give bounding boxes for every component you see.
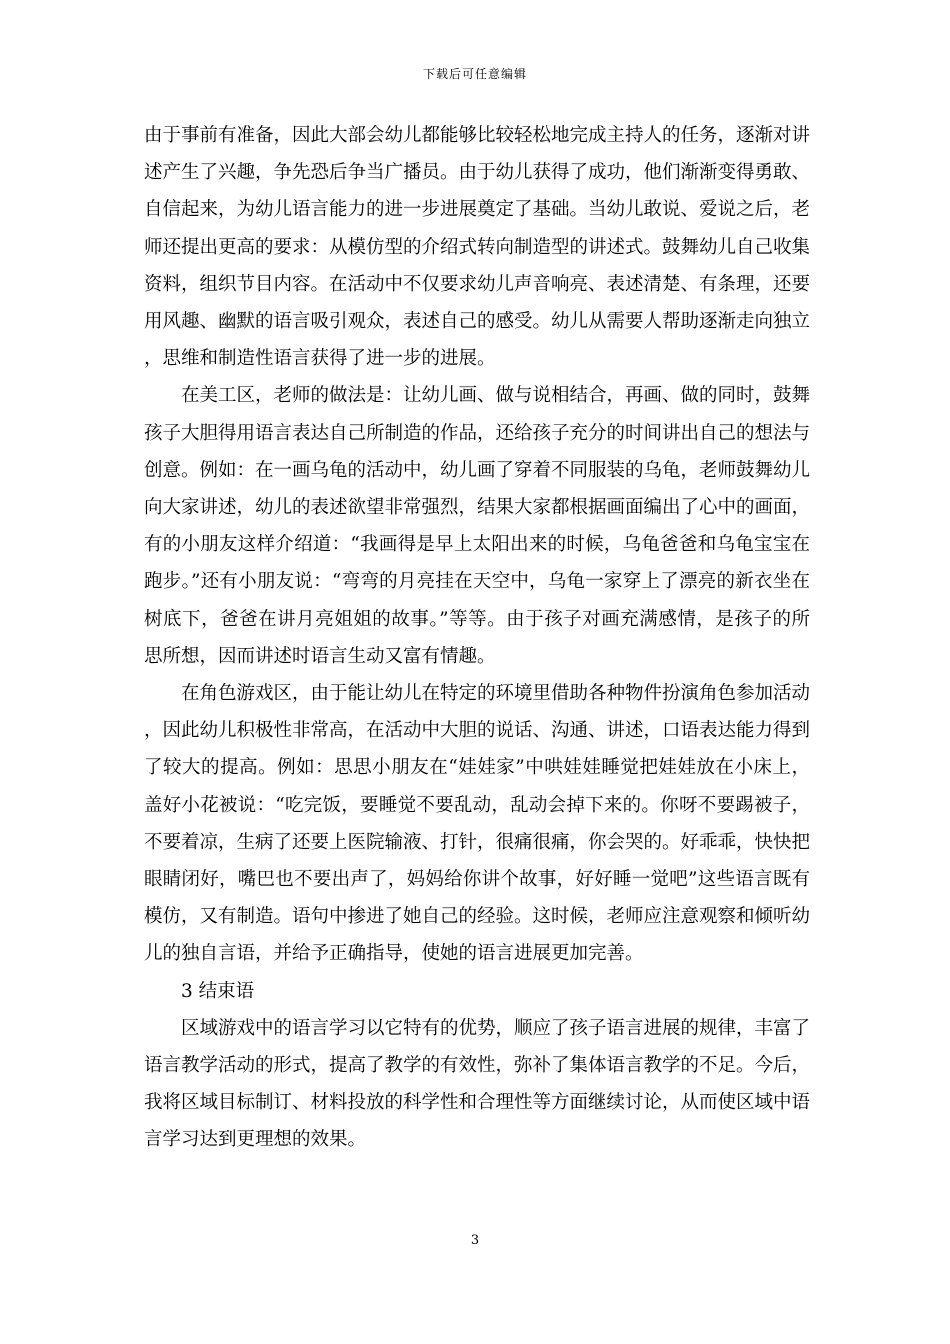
page-header: 下载后可任意编辑 — [422, 67, 527, 81]
paragraph-conclusion: 区域游戏中的语言学习以它特有的优势，顺应了孩子语言进展的规律，丰富了语言教学活动的形式，提高了教学的有效性，弥补了集体语言教学的不足。今后，我将区域目标制订、材料投放的科学性和合理性等方面继续讨论，从而使区域中语言学习达到更理想的效果。 — [144, 1017, 811, 1151]
document-body — [144, 117, 810, 1159]
paragraph-role-play-area: 在角色游戏区，由于能让幼儿在特定的环境里借助各种物件扮演角色参加活动，因此幼儿积极性非常高，在活动中大胆的说话、沟通、讲述，口语表达能力得到了较大的提高。例如：思思小朋友在“娃娃家”中哄娃娃睡觉把娃娃放在小床上，盖好小花被说：“吃完饭，要睡觉不要乱动，乱动会掉下来的。你呀不要踢被子，不要着凉，生病了还要上医院输液、打针，很痛很痛，你会哭的。好乖乖，快快把眼睛闭好，嘴巴也不要出声了，妈妈给你讲个故事，好好睡一觉吧”这些语言既有模仿，又有制造。语句中掺进了她自己的经验。这时候，老师应注意观察和倾听幼儿的独自言语，并给予正确指导，使她的语言进展更加完善。 — [144, 683, 811, 965]
page-number: 3 — [470, 1233, 480, 1248]
paragraph-art-area: 在美工区，老师的做法是：让幼儿画、做与说相结合，再画、做的同时，鼓舞孩子大胆得用语言表达自己所制造的作品，还给孩子充分的时间讲出自己的想法与创意。例如：在一画乌龟的活动中，幼儿画了穿着不同服装的乌龟，老师鼓舞幼儿向大家讲述，幼儿的表述欲望非常强烈，结果大家都根据画面编出了心中的画面，有的小朋友这样介绍道：“我画得是早上太阳出来的时候，乌龟爸爸和乌龟宝宝在跑步。”还有小朋友说：“弯弯的月亮挂在天空中，乌龟一家穿上了漂亮的新衣坐在树底下，爸爸在讲月亮姐姐的故事。”等等。由于孩子对画充满感情，是孩子的所思所想，因而讲述时语言生动又富有情趣。 — [144, 385, 811, 667]
section-heading-conclusion: 3 结束语 — [181, 980, 255, 1002]
paragraph-moderator-task: 由于事前有准备，因此大部会幼儿都能够比较轻松地完成主持人的任务，逐渐对讲述产生了兴趣，争先恐后争当广播员。由于幼儿获得了成功，他们渐渐变得勇敢、自信起来，为幼儿语言能力的进一步进展奠定了基础。当幼儿敢说、爱说之后，老师还提出更高的要求：从模仿型的介绍式转向制造型的讲述式。鼓舞幼儿自己收集资料，组织节目内容。在活动中不仅要求幼儿声音响亮、表述清楚、有条理，还要用风趣、幽默的语言吸引观众，表述自己的感受。幼儿从需要人帮助逐渐走向独立，思维和制造性语言获得了进一步的进展。 — [144, 125, 811, 370]
